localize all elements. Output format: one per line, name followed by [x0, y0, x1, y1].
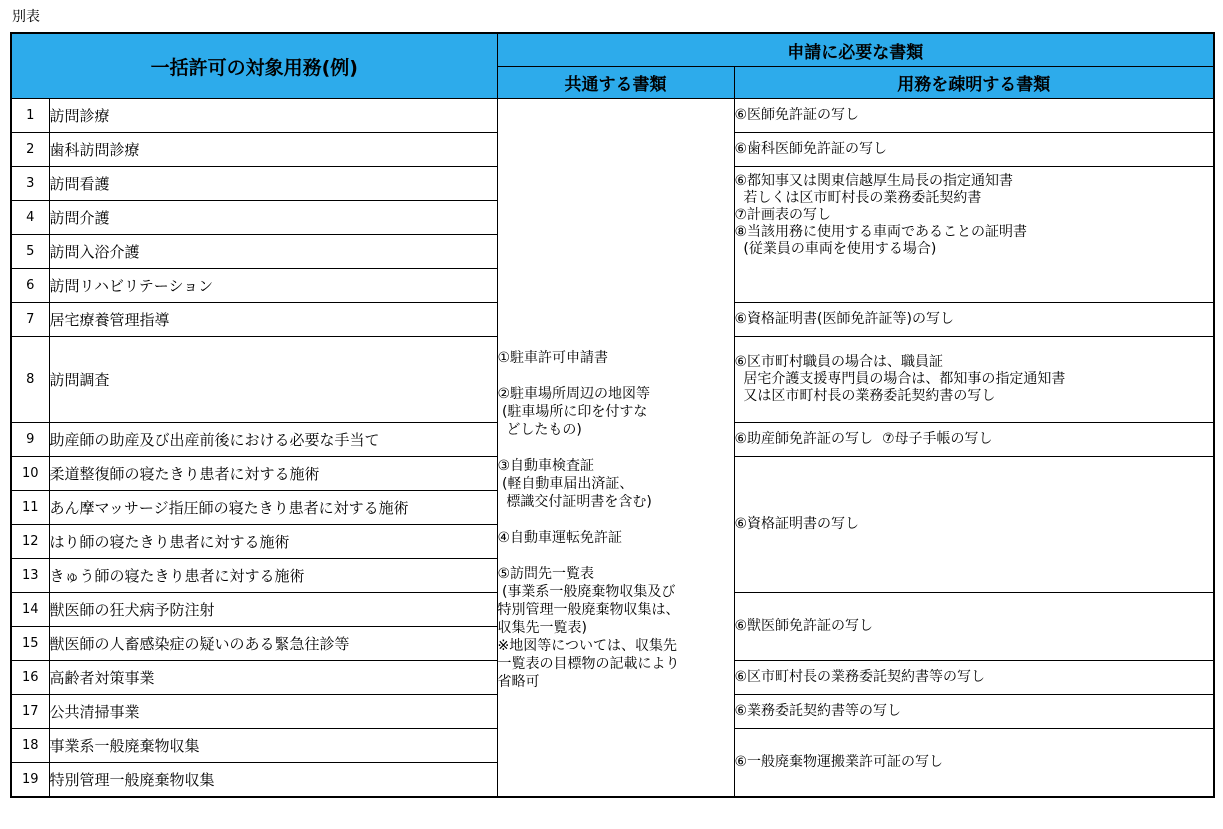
proof-text: ⑥資格証明書の写し	[734, 516, 860, 532]
task-name: 訪問リハビリテーション	[49, 269, 497, 303]
common-item-5-note-3: 収集先一覧表)	[497, 620, 587, 636]
proof-text: ⑥資格証明書(医師免許証等)の写し	[734, 311, 954, 327]
table-row	[11, 99, 1214, 133]
proof-cell	[734, 423, 1214, 457]
common-note-3: 省略可	[497, 674, 540, 690]
row-number: 8	[11, 337, 49, 423]
proof-cell	[734, 133, 1214, 167]
row-number: 6	[11, 269, 49, 303]
row-number: 13	[11, 559, 49, 593]
common-item-3-note-cont: 標識交付証明書を含む)	[497, 494, 652, 510]
proof-cell	[734, 729, 1214, 798]
proof-text: ⑥助産師免許証の写し ⑦母子手帳の写し	[734, 431, 993, 447]
row-number: 9	[11, 423, 49, 457]
row-number: 12	[11, 525, 49, 559]
common-note-2: 一覧表の目標物の記載により	[497, 656, 680, 672]
proof-text: 又は区市町村長の業務委託契約書の写し	[734, 388, 996, 404]
task-name: 訪問調査	[49, 337, 497, 423]
proof-text: ⑥業務委託契約書等の写し	[734, 703, 902, 719]
proof-text: ⑥区市町村長の業務委託契約書等の写し	[734, 669, 986, 685]
row-number: 18	[11, 729, 49, 763]
task-name: 助産師の助産及び出産前後における必要な手当て	[49, 423, 497, 457]
proof-cell	[734, 457, 1214, 593]
row-number: 17	[11, 695, 49, 729]
proof-cell	[734, 695, 1214, 729]
task-name: 獣医師の人畜感染症の疑いのある緊急往診等	[49, 627, 497, 661]
row-number: 3	[11, 167, 49, 201]
common-item-2: ②駐車場所周辺の地図等	[497, 386, 651, 402]
task-name: きゅう師の寝たきり患者に対する施術	[49, 559, 497, 593]
task-name: 訪問診療	[49, 99, 497, 133]
proof-text: ⑦計画表の写し	[734, 207, 832, 223]
row-number: 5	[11, 235, 49, 269]
task-name: 歯科訪問診療	[49, 133, 497, 167]
proof-text: ⑥医師免許証の写し	[734, 107, 860, 123]
proof-cell	[734, 167, 1214, 303]
task-name: 居宅療養管理指導	[49, 303, 497, 337]
documents-group-header: 申請に必要な書類	[497, 33, 1214, 67]
proof-text: ⑥歯科医師免許証の写し	[734, 141, 888, 157]
common-item-5-note-2: 特別管理一般廃棄物収集は、	[497, 602, 680, 618]
row-number: 16	[11, 661, 49, 695]
row-number: 19	[11, 763, 49, 798]
proof-text: 若しくは区市町村長の業務委託契約書	[734, 190, 982, 206]
proof-cell	[734, 661, 1214, 695]
task-name: 高齢者対策事業	[49, 661, 497, 695]
row-number: 2	[11, 133, 49, 167]
common-item-5: ⑤訪問先一覧表	[497, 566, 595, 582]
common-item-2-note-cont: どしたもの)	[497, 422, 582, 438]
proof-text: ⑥都知事又は関東信越厚生局長の指定通知書	[734, 173, 1014, 189]
proof-cell	[734, 593, 1214, 661]
task-name: 獣医師の狂犬病予防注射	[49, 593, 497, 627]
row-number: 14	[11, 593, 49, 627]
proof-text: 居宅介護支援専門員の場合は、都知事の指定通知書	[734, 371, 1066, 387]
task-name: あん摩マッサージ指圧師の寝たきり患者に対する施術	[49, 491, 497, 525]
row-number: 15	[11, 627, 49, 661]
common-item-2-note: (駐車場所に印を付すな	[497, 404, 648, 420]
table-caption: 別表	[12, 9, 40, 25]
task-name: 柔道整復師の寝たきり患者に対する施術	[49, 457, 497, 491]
proof-text: (従業員の車両を使用する場合)	[734, 241, 937, 257]
proof-text: ⑥一般廃棄物運搬業許可証の写し	[734, 754, 944, 770]
common-note: ※地図等については、収集先	[497, 638, 677, 654]
row-number: 11	[11, 491, 49, 525]
common-item-3-note: (軽自動車届出済証、	[497, 476, 634, 492]
task-name: 特別管理一般廃棄物収集	[49, 763, 497, 798]
common-docs-header: 共通する書類	[497, 67, 734, 99]
proof-cell	[734, 303, 1214, 337]
task-name: 訪問介護	[49, 201, 497, 235]
proof-docs-header: 用務を疎明する書類	[734, 67, 1214, 99]
row-number: 4	[11, 201, 49, 235]
common-item-3: ③自動車検査証	[497, 458, 595, 474]
proof-cell	[734, 337, 1214, 423]
permit-table	[10, 32, 1215, 798]
proof-text: ⑧当該用務に使用する車両であることの証明書	[734, 224, 1028, 240]
common-item-4: ④自動車運転免許証	[497, 530, 623, 546]
common-item-1: ①駐車許可申請書	[497, 350, 609, 366]
row-number: 10	[11, 457, 49, 491]
common-documents-cell	[497, 99, 734, 798]
task-column-header: 一括許可の対象用務(例)	[11, 33, 497, 99]
proof-cell	[734, 99, 1214, 133]
row-number: 7	[11, 303, 49, 337]
task-name: 訪問入浴介護	[49, 235, 497, 269]
proof-text: ⑥区市町村職員の場合は、職員証	[734, 354, 944, 370]
task-name: 訪問看護	[49, 167, 497, 201]
task-name: はり師の寝たきり患者に対する施術	[49, 525, 497, 559]
task-name: 事業系一般廃棄物収集	[49, 729, 497, 763]
row-number: 1	[11, 99, 49, 133]
proof-text: ⑥獣医師免許証の写し	[734, 618, 874, 634]
common-item-5-note: (事業系一般廃棄物収集及び	[497, 584, 676, 600]
task-name: 公共清掃事業	[49, 695, 497, 729]
